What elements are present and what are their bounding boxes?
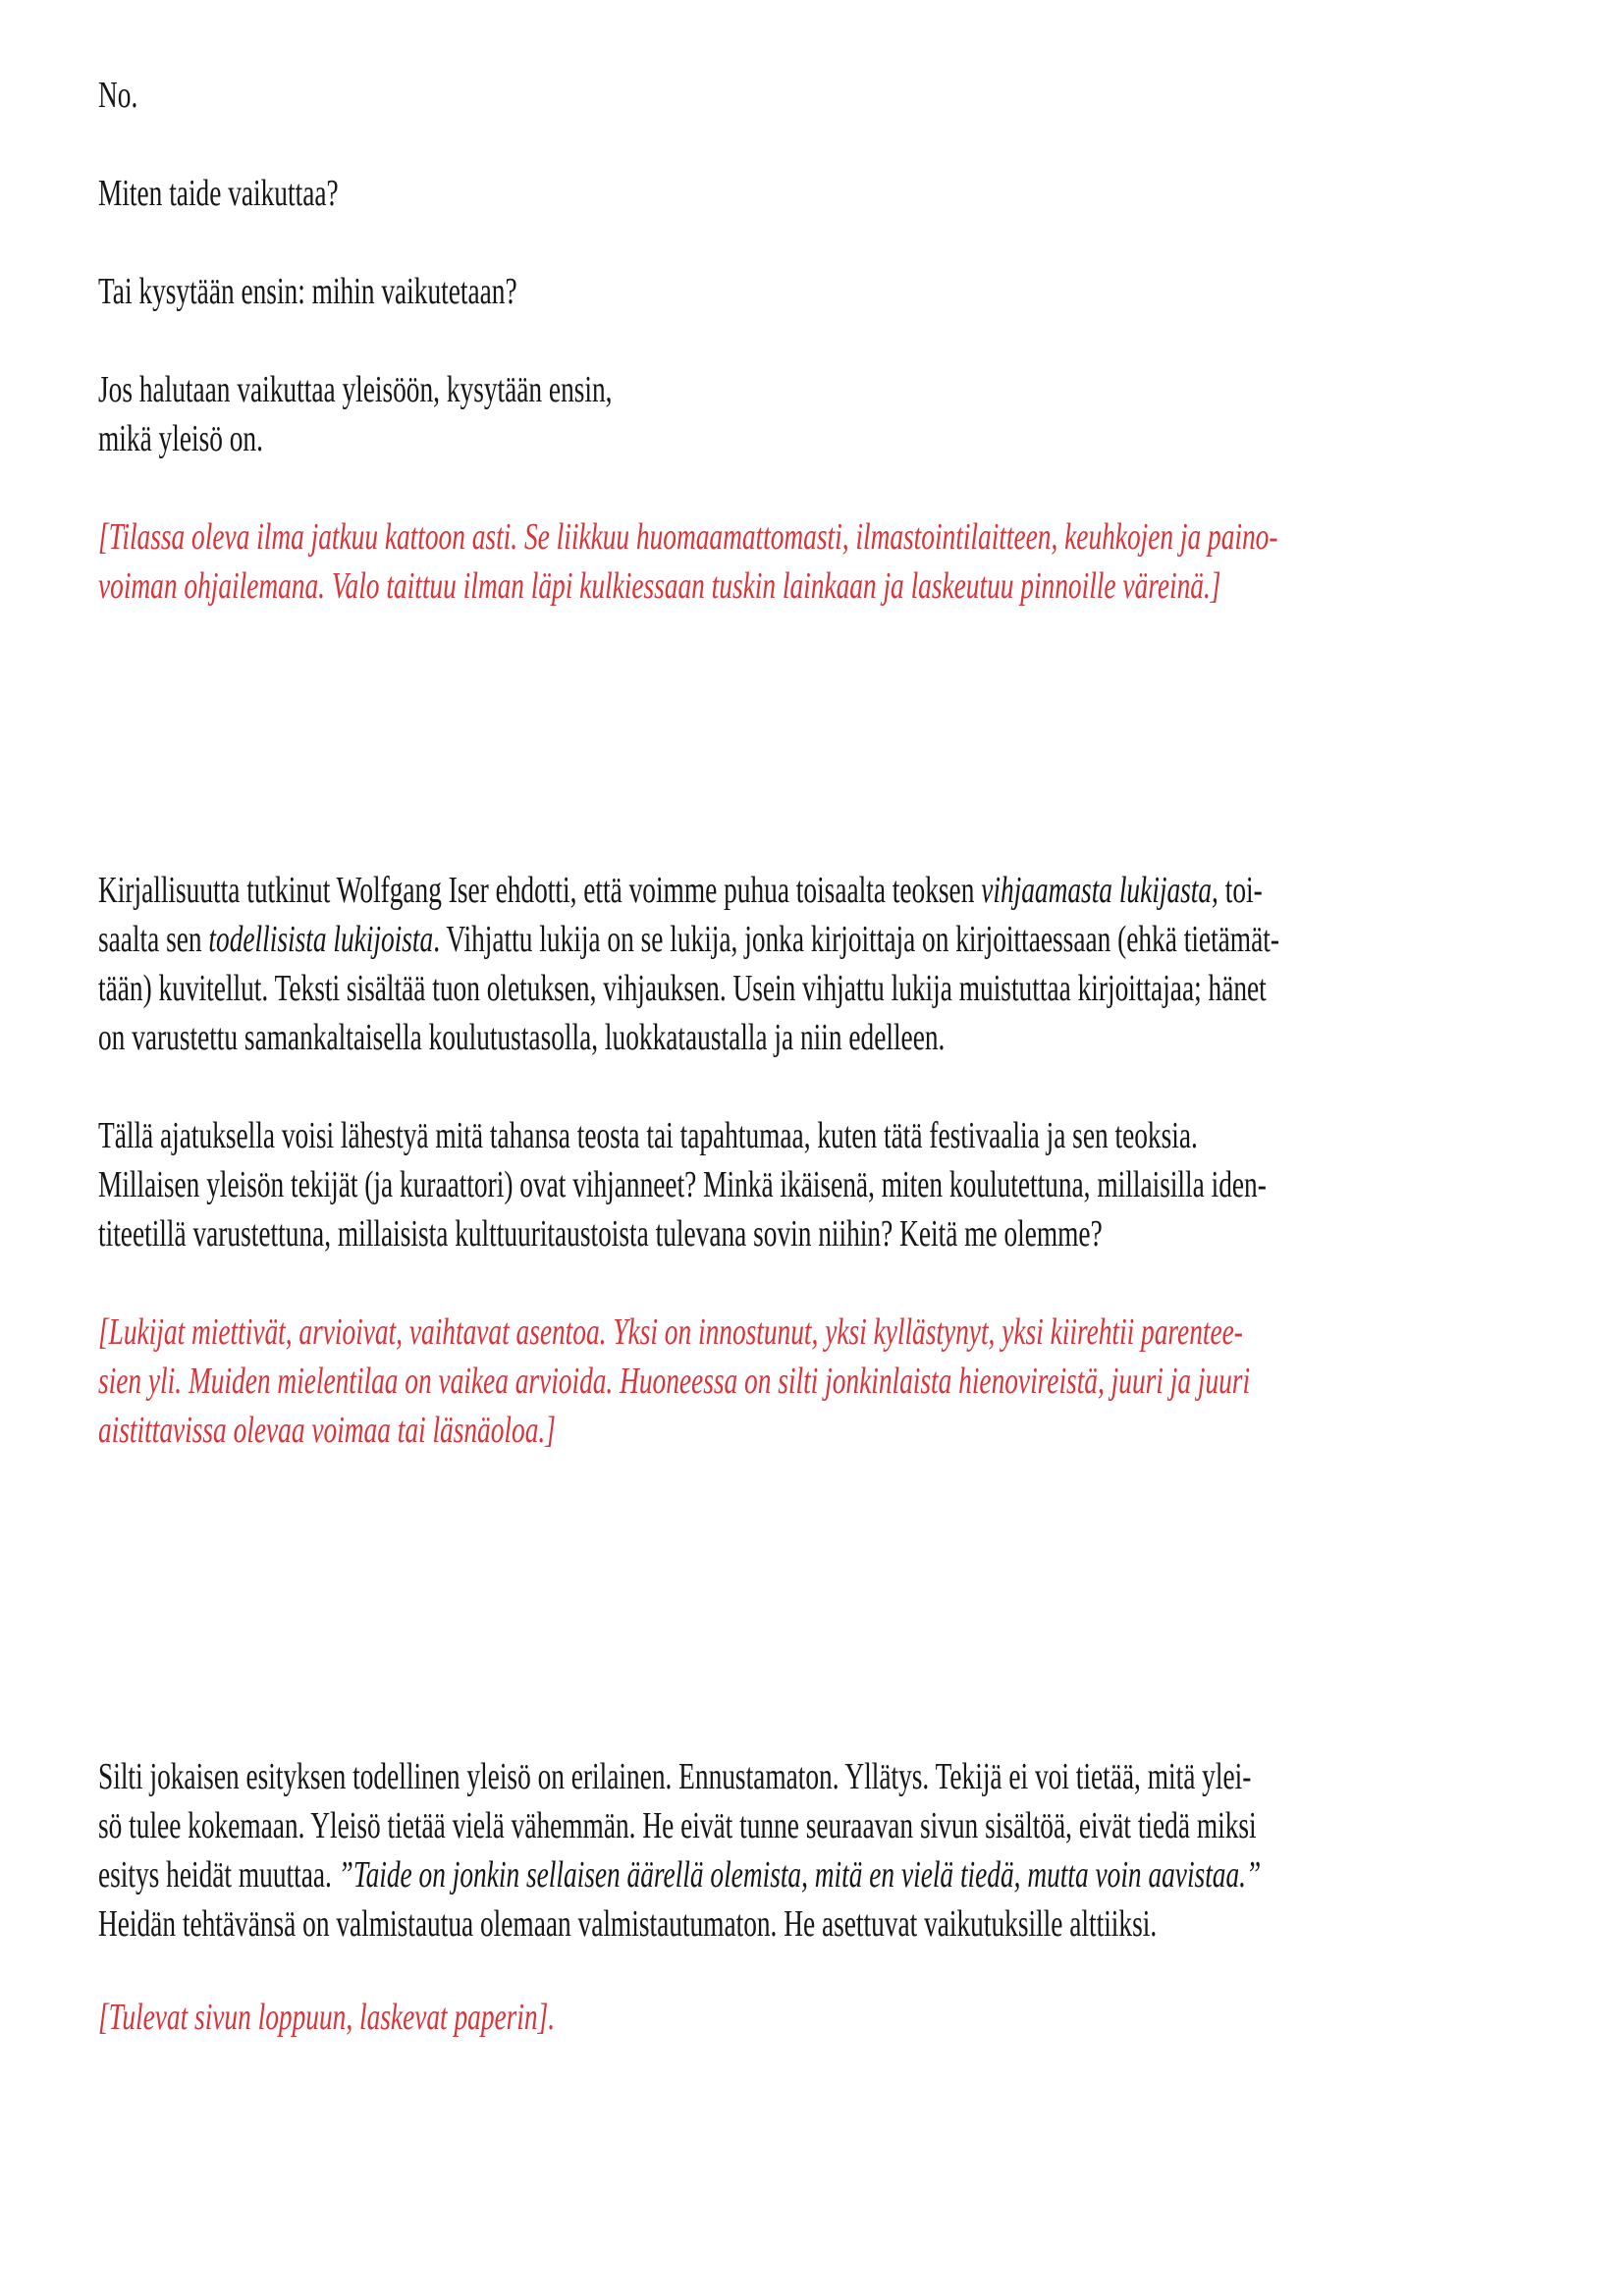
text-line: [98, 1308, 1526, 1357]
text-line: [98, 1801, 1526, 1850]
text-segment: esitys heidät muuttaa.: [98, 1854, 339, 1896]
text-line: [98, 1111, 1526, 1160]
text-line: [98, 866, 1526, 915]
text-line: [98, 1209, 1526, 1258]
text-segment: voiman ohjailemana. Valo taittuu ilman läpi kulkiessaan tuskin lainkaan ja laskeutuu pinnoille väreinä.]: [98, 565, 1221, 607]
text-line: [98, 1160, 1526, 1209]
text-segment: sö tulee kokemaan. Yleisö tietää vielä vähemmän. He eivät tunne seuraavan sivun sisältöä, eivät tiedä miksi: [98, 1805, 1257, 1846]
text-line: [98, 1013, 1526, 1062]
text-line: [98, 365, 1526, 414]
text-segment: [Tulevat sivun loppuun, laskevat paperin].: [98, 1997, 556, 2038]
text-segment: toi-: [1218, 870, 1263, 911]
text-segment: [Tilassa oleva ilma jatkuu kattoon asti. Se liikkuu huomaamattomasti, ilmastointilaitteen, keuhkojen ja paino-: [98, 516, 1278, 558]
text-line: [98, 1850, 1526, 1899]
text-segment: titeetillä varustettuna, millaisista kulttuuritaustoista tulevana sovin niihin? Keitä me olemme?: [98, 1213, 1103, 1255]
text-segment: Tällä ajatuksella voisi lähestyä mitä tahansa teosta tai tapahtumaa, kuten tätä festivaalia ja sen teoksia.: [98, 1115, 1198, 1156]
text-line: [98, 1993, 1526, 2042]
text-line: [98, 267, 1526, 316]
text-line: [98, 1357, 1526, 1406]
document-body: [98, 71, 1526, 2042]
para-question-2: [98, 267, 1526, 316]
para-question-1: [98, 169, 1526, 218]
text-segment: . Vihjattu lukija on se lukija, jonka kirjoittaja on kirjoittaessaan (ehkä tietämät-: [433, 919, 1279, 960]
text-segment: on varustettu samankaltaisella koulutustasolla, luokkataustalla ja niin edelleen.: [98, 1017, 946, 1058]
text-line: [98, 561, 1526, 611]
text-line: [98, 1899, 1526, 1949]
text-segment: tään) kuvitellut. Teksti sisältää tuon oletuksen, vihjauksen. Usein vihjattu lukija muistuttaa kirjoittajaa; hänet: [98, 968, 1267, 1009]
text-segment: Miten taide vaikuttaa?: [98, 173, 339, 214]
text-segment: Kirjallisuutta tutkinut Wolfgang Iser ehdotti, että voimme puhua toisaalta teoksen: [98, 870, 982, 911]
para-iser: [98, 866, 1526, 1062]
stage-direction-2: [98, 1308, 1526, 1455]
text-segment: mikä yleisö on.: [98, 418, 263, 459]
text-segment: Tai kysytään ensin: mihin vaikutetaan?: [98, 271, 517, 312]
text-line: [98, 964, 1526, 1013]
text-line: [98, 1406, 1526, 1455]
text-segment: No.: [98, 75, 138, 116]
stage-direction-1: [98, 512, 1526, 611]
stage-direction-3: [98, 1993, 1526, 2042]
text-segment: Silti jokaisen esityksen todellinen yleisö on erilainen. Ennustamaton. Yllätys. Tekijä ei voi tietää, mitä ylei-: [98, 1756, 1252, 1797]
text-segment: sien yli. Muiden mielentilaa on vaikea arvioida. Huoneessa on silti jonkinlaista hienovireistä, juuri ja juuri: [98, 1361, 1251, 1402]
text-segment: aistittavissa olevaa voimaa tai läsnäoloa.]: [98, 1410, 556, 1451]
para-intro: [98, 365, 1526, 463]
para-audience: [98, 1752, 1526, 1949]
text-line: [98, 915, 1526, 964]
text-line: [98, 71, 1526, 120]
para-festival: [98, 1111, 1526, 1258]
text-line: [98, 512, 1526, 561]
text-line: [98, 1752, 1526, 1801]
text-segment: Millaisen yleisön tekijät (ja kuraattori) ovat vihjanneet? Minkä ikäisenä, miten koulutettuna, millaisilla iden-: [98, 1164, 1267, 1205]
italic-text-segment: todellisista lukijoista: [208, 919, 434, 960]
para-no: [98, 71, 1526, 120]
italic-text-segment: ”Taide on jonkin sellaisen äärellä olemista, mitä en vielä tiedä, mutta voin aavistaa.”: [338, 1854, 1262, 1896]
text-segment: [Lukijat miettivät, arvioivat, vaihtavat asentoa. Yksi on innostunut, yksi kyllästynyt, yksi kiirehtii parentee-: [98, 1311, 1243, 1353]
text-segment: Heidän tehtävänsä on valmistautua olemaan valmistautumaton. He asettuvat vaikutuksille alttiiksi.: [98, 1903, 1158, 1945]
text-segment: saalta sen: [98, 919, 209, 960]
italic-text-segment: vihjaamasta lukijasta,: [981, 870, 1218, 911]
text-line: [98, 414, 1526, 463]
text-segment: Jos halutaan vaikuttaa yleisöön, kysytään ensin,: [98, 369, 613, 410]
text-line: [98, 169, 1526, 218]
